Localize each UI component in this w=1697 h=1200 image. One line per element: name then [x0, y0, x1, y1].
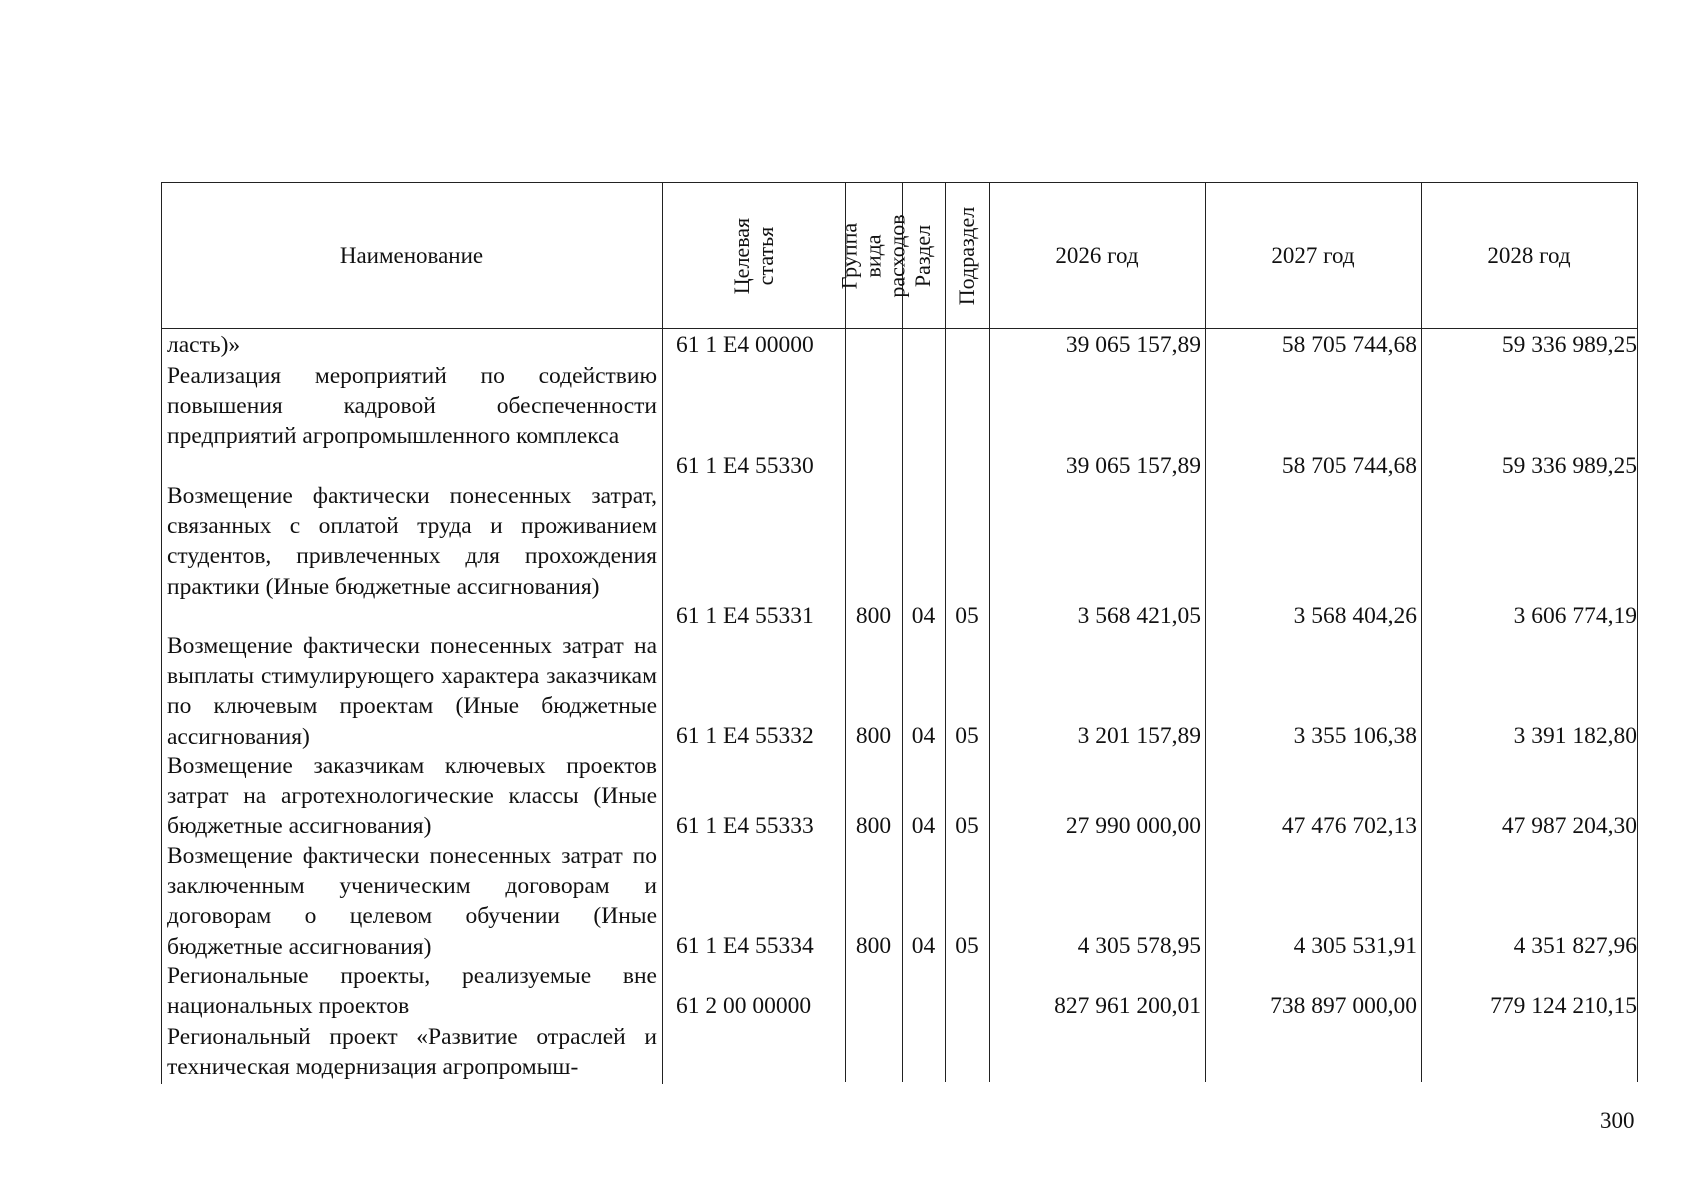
row-subsection: 05	[955, 813, 979, 839]
row-code: 61 1 E4 55330	[676, 453, 814, 479]
row-section: 04	[911, 933, 936, 959]
row-amount-2028: 47 987 204,30	[1501, 813, 1637, 839]
row-amount-2027: 58 705 744,68	[1281, 453, 1417, 479]
header-subsection: Подраздел	[954, 206, 980, 305]
row-amount-2027: 47 476 702,13	[1281, 813, 1417, 839]
header-bottom-border	[161, 328, 1637, 329]
row-code: 61 1 E4 55334	[676, 933, 814, 959]
row-amount-2028: 59 336 989,25	[1501, 453, 1637, 479]
header-year-2026: 2026 год	[1055, 243, 1139, 268]
row-amount-2028: 4 351 827,96	[1513, 933, 1637, 959]
page-number: 300	[1600, 1108, 1635, 1133]
row-subsection: 05	[955, 603, 979, 629]
row-section: 04	[911, 603, 936, 629]
row-expense-group: 800	[855, 933, 892, 959]
row-code: 61 1 E4 55333	[676, 813, 814, 839]
row-code: 61 1 E4 00000	[676, 332, 814, 358]
row-amount-2026: 39 065 157,89	[1065, 453, 1201, 479]
row-code: 61 1 E4 55331	[676, 603, 814, 629]
row-expense-group: 800	[855, 813, 892, 839]
row-amount-2027: 3 355 106,38	[1293, 723, 1417, 749]
table-right-border	[1637, 182, 1638, 1082]
row-name: ласть)»	[167, 332, 241, 358]
header-year-2028: 2028 год	[1487, 243, 1571, 268]
row-name: Реализация мероприятий по содействию повышения кадровой обеспеченности предприятий агропромышленного комплекса	[167, 363, 657, 450]
row-amount-2028: 779 124 210,15	[1490, 993, 1637, 1019]
row-section: 04	[911, 723, 936, 749]
row-code: 61 1 E4 55332	[676, 723, 814, 749]
row-name: Региональный проект «Развитие отраслей и техническая модернизация агропромыш-	[167, 1024, 657, 1081]
row-code: 61 2 00 00000	[676, 993, 812, 1019]
row-amount-2026: 3 201 157,89	[1077, 723, 1201, 749]
row-subsection: 05	[955, 723, 979, 749]
row-amount-2026: 3 568 421,05	[1077, 603, 1201, 629]
row-amount-2028: 3 391 182,80	[1513, 723, 1637, 749]
header-year-2027: 2027 год	[1271, 243, 1355, 268]
table-left-border-body	[161, 328, 162, 1084]
row-amount-2026: 27 990 000,00	[1065, 813, 1201, 839]
row-expense-group: 800	[855, 603, 892, 629]
row-amount-2028: 3 606 774,19	[1513, 603, 1637, 629]
header-expense-group: Группа вида расходов	[836, 213, 910, 298]
row-amount-2027: 3 568 404,26	[1293, 603, 1417, 629]
row-amount-2027: 58 705 744,68	[1281, 332, 1417, 358]
row-amount-2026: 827 961 200,01	[1054, 993, 1201, 1019]
row-subsection: 05	[955, 933, 979, 959]
row-section: 04	[911, 813, 936, 839]
row-amount-2027: 4 305 531,91	[1293, 933, 1417, 959]
row-expense-group: 800	[855, 723, 892, 749]
row-name: Возмещение фактически понесенных затрат, связанных с оплатой труда и проживанием студентов, привлеченных для прохождения практики (Иные бюджетные ассигнования)	[167, 483, 657, 600]
row-amount-2026: 4 305 578,95	[1077, 933, 1201, 959]
row-name: Возмещение фактически понесенных затрат по заключенным ученическим договорам и договорам о целевом обучении (Иные бюджетные ассигнования)	[167, 843, 657, 960]
row-name: Региональные проекты, реализуемые вне национальных проектов	[167, 963, 657, 1020]
row-name: Возмещение фактически понесенных затрат на выплаты стимулирующего характера заказчикам по ключевым проектам (Иные бюджетные ассигнования)	[167, 633, 657, 750]
row-amount-2027: 738 897 000,00	[1270, 993, 1417, 1019]
header-target-article: Целевая статья	[728, 217, 778, 294]
row-name: Возмещение заказчикам ключевых проектов затрат на агротехнологические классы (Иные бюджетные ассигнования)	[167, 753, 657, 840]
row-amount-2026: 39 065 157,89	[1065, 332, 1201, 358]
row-amount-2028: 59 336 989,25	[1501, 332, 1637, 358]
header-section: Раздел	[910, 224, 936, 287]
header-name: Наименование	[339, 243, 484, 268]
